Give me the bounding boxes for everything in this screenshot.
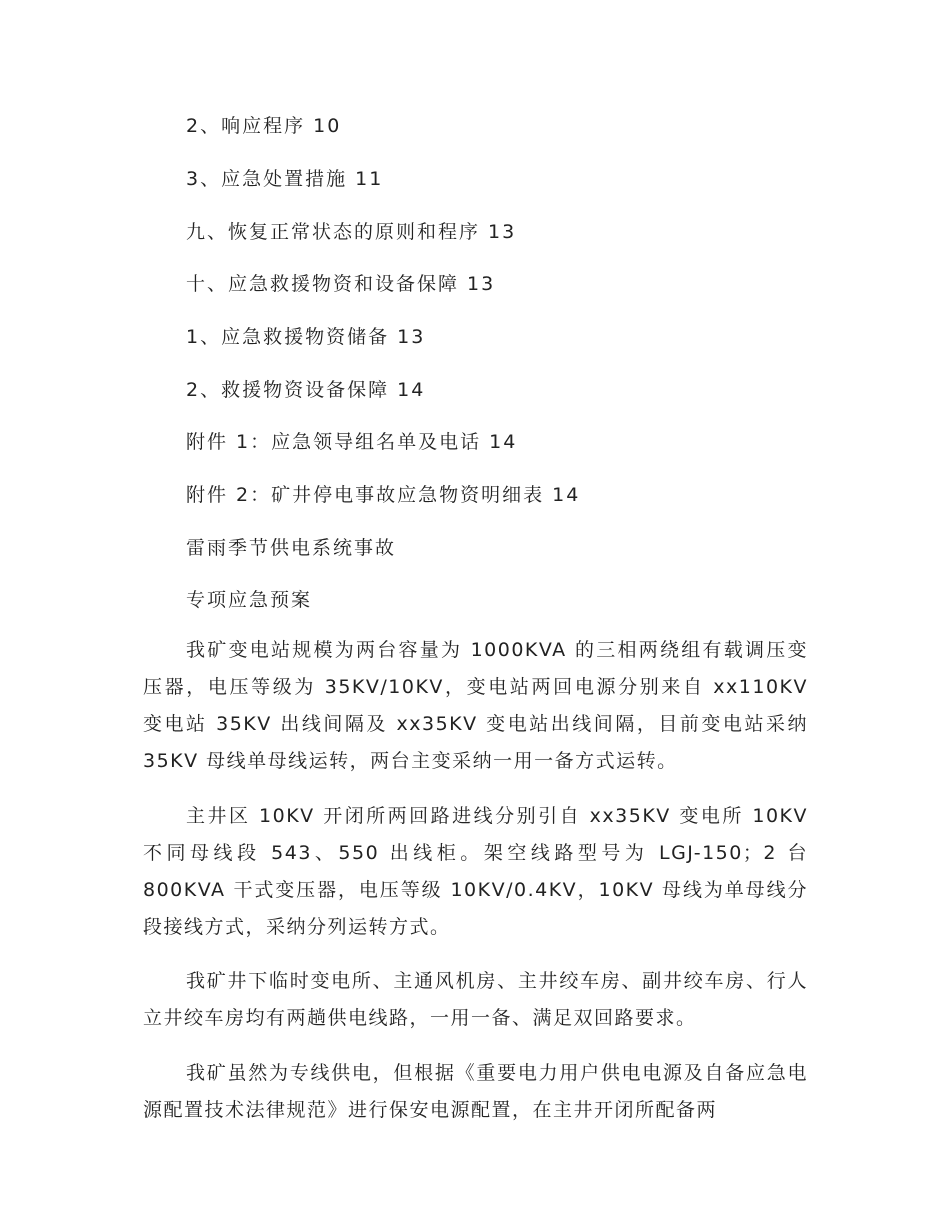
document-title-line-2: 专项应急预案 xyxy=(186,589,313,611)
toc-entry: 九、恢复正常状态的原则和程序 13 xyxy=(186,221,517,243)
toc-entry: 1、应急救援物资储备 13 xyxy=(186,326,426,348)
toc-entry: 十、应急救援物资和设备保障 13 xyxy=(186,273,496,295)
toc-entry: 附件 2：矿井停电事故应急物资明细表 14 xyxy=(186,484,581,506)
toc-entry: 2、响应程序 10 xyxy=(186,115,342,137)
document-title-line-1: 雷雨季节供电系统事故 xyxy=(186,537,397,559)
body-paragraph: 我矿变电站规模为两台容量为 1000KVA 的三相两绕组有载调压变压器，电压等级为 35KV/10KV，变电站两回电源分别来自 xx110KV 变电站 35KV 出线间隔及 xx35KV 变电站出线间隔，目前变电站采纳 35KV 母线单母线运转，两台主变采纳一用一备方式运转。 xyxy=(143,639,808,772)
body-paragraph: 我矿虽然为专线供电，但根据《重要电力用户供电电源及自备应急电源配置技术法律规范》进行保安电源配置，在主井开闭所配备两 xyxy=(143,1062,808,1121)
body-paragraph: 主井区 10KV 开闭所两回路进线分别引自 xx35KV 变电所 10KV 不同母线段 543、550 出线柜。架空线路型号为 LGJ-150；2 台 800KVA 干式变压器，电压等级 10KV/0.4KV，10KV 母线为单母线分段接线方式，采纳分列运转方式。 xyxy=(143,805,808,938)
toc-entry: 附件 1：应急领导组名单及电话 14 xyxy=(186,431,518,453)
body-paragraph: 我矿井下临时变电所、主通风机房、主井绞车房、副井绞车房、行人立井绞车房均有两趟供电线路，一用一备、满足双回路要求。 xyxy=(143,970,808,1029)
toc-entry: 3、应急处置措施 11 xyxy=(186,168,384,190)
toc-entry: 2、救援物资设备保障 14 xyxy=(186,379,426,401)
